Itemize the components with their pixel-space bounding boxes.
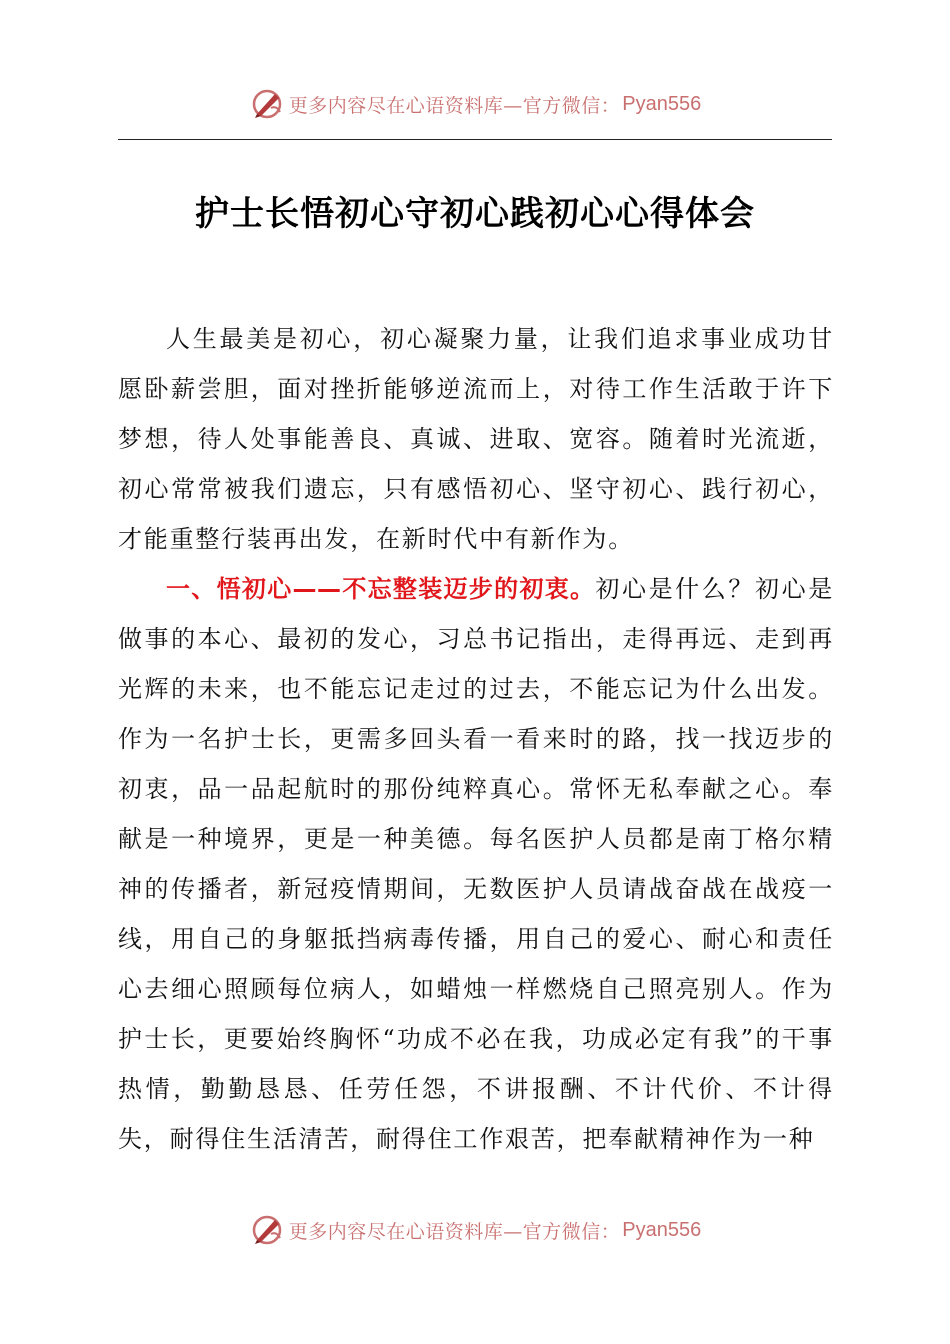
header-divider [118,139,832,140]
footer-banner-text: 更多内容尽在心语资料库—官方微信： [288,1220,621,1243]
footer-wechat-id: Pyan556 [622,1218,702,1241]
footer-banner [0,1210,950,1250]
intro-paragraph: 人生最美是初心，初心凝聚力量，让我们追求事业成功甘愿卧薪尝胆，面对挫折能够逆流而上，对待工作生活敢于许下梦想，待人处事能善良、真诚、进取、宽容。随着时光流逝，初心常常被我们遗忘，只有感悟初心、坚守初心、践行初心，才能重整行装再出发，在新时代中有新作为。 [118,325,834,553]
pen-logo-icon [249,1212,285,1248]
header-wechat-id: Pyan556 [622,92,702,115]
section-1-heading: 一、悟初心——不忘整装迈步的初衷。 [166,575,596,603]
page-title: 护士长悟初心守初心践初心心得体会 [195,194,755,234]
document-body [118,314,834,1164]
section-1-paragraph [118,564,834,1164]
header-banner [0,84,950,124]
header-banner-text: 更多内容尽在心语资料库—官方微信： [288,94,621,117]
pen-logo-icon [249,86,285,122]
section-1-text: 初心是什么？初心是做事的本心、最初的发心，习总书记指出，走得再远、走到再光辉的未来，也不能忘记走过的过去，不能忘记为什么出发。作为一名护士长，更需多回头看一看来时的路，找一找迈步的初衷，品一品起航时的那份纯粹真心。常怀无私奉献之心。奉献是一种境界，更是一种美德。每名医护人员都是南丁格尔精神的传播者，新冠疫情期间，无数医护人员请战奋战在战疫一线，用自己的身躯抵挡病毒传播，用自己的爱心、耐心和责任心去细心照顾每位病人，如蜡烛一样燃烧自己照亮别人。作为护士长，更要始终胸怀“功成不必在我，功成必定有我”的干事热情，勤勤恳恳、任劳任怨，不讲报酬、不计代价、不计得失，耐得住生活清苦，耐得住工作艰苦，把奉献精神作为一种 [118,575,835,1153]
